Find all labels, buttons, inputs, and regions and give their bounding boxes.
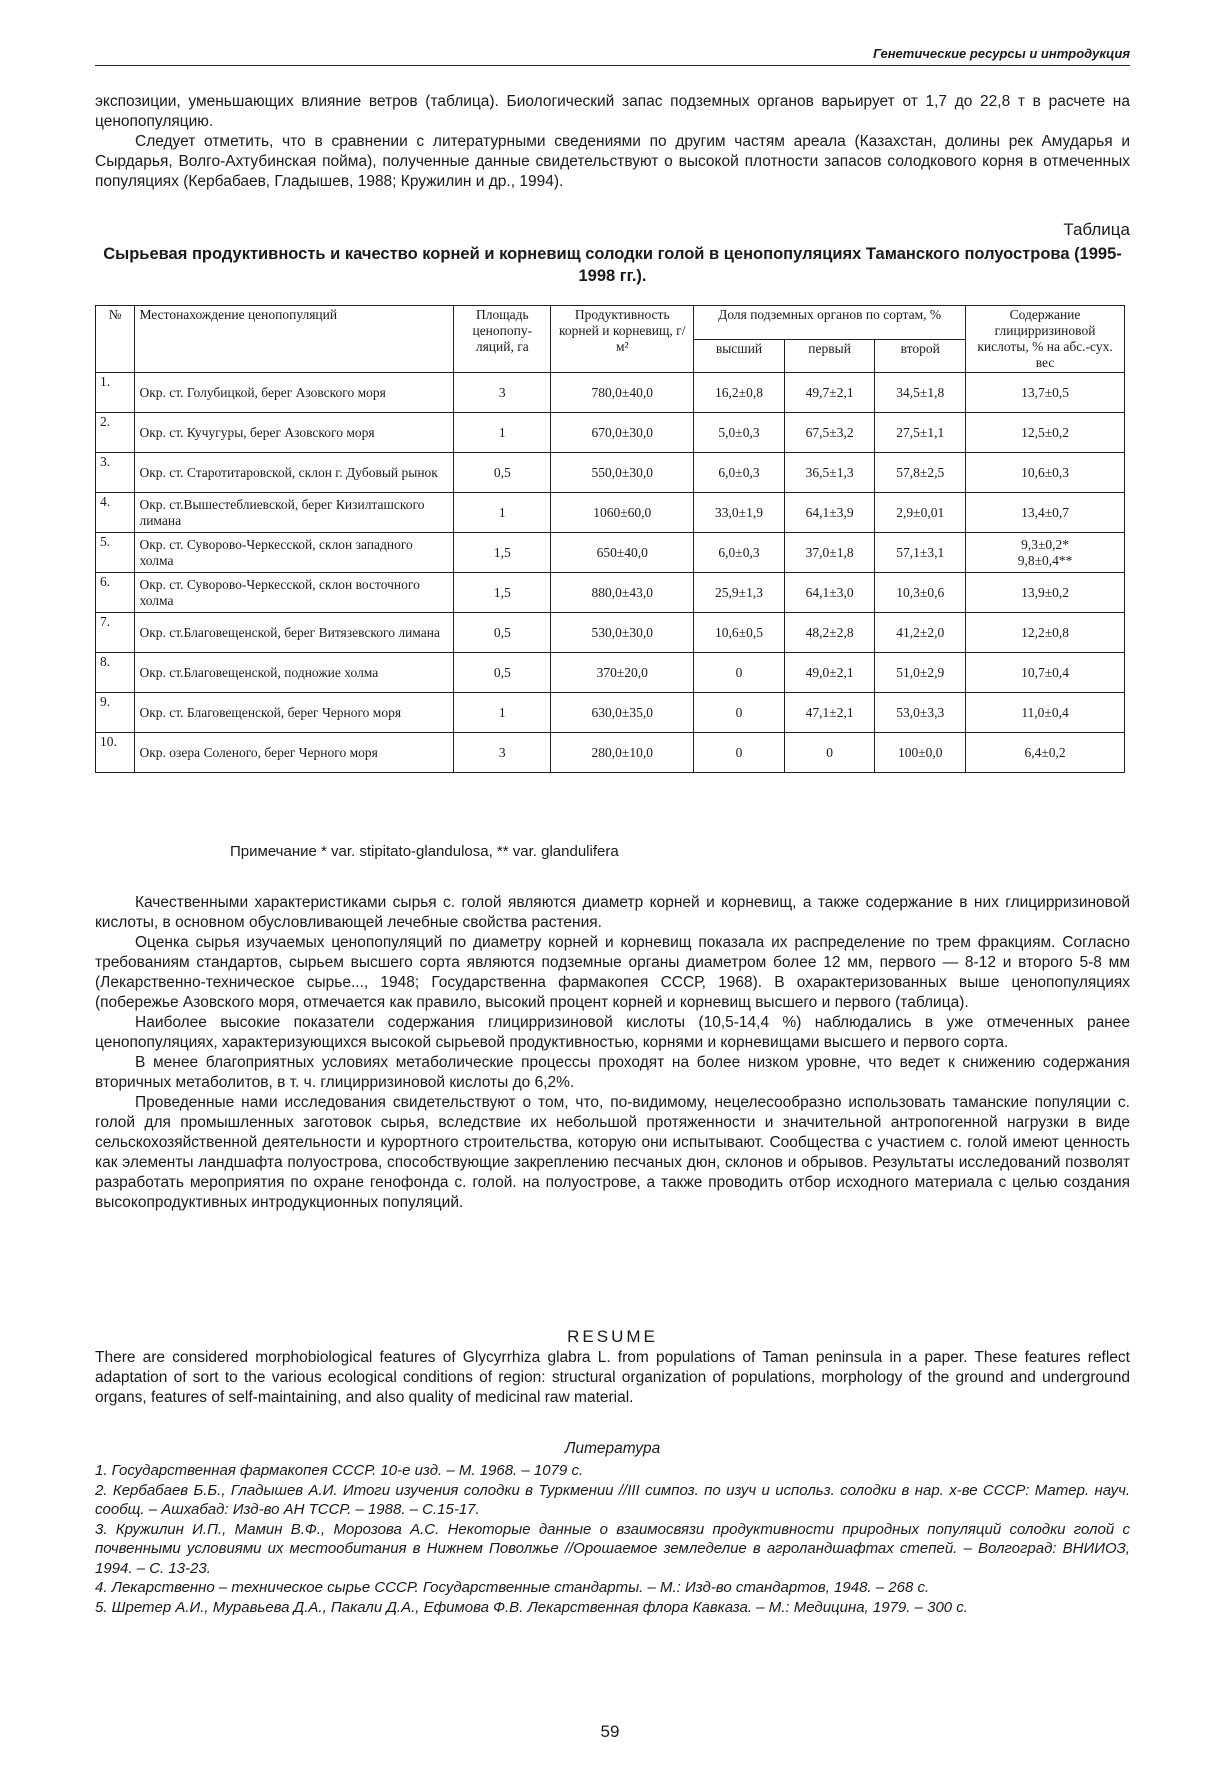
row-area: 1,5	[454, 573, 551, 613]
row-location: Окр. ст.Благовещенской, подножие холма	[135, 653, 454, 693]
row-share-second: 57,8±2,5	[875, 453, 966, 493]
header-glycyrrhizin: Содержание глицирризиновой кислоты, % на абс.-сух. вес	[966, 306, 1125, 373]
glyc-value-glandulifera: 9,8±0,4**	[1017, 552, 1073, 568]
row-share-top: 33,0±1,9	[694, 493, 785, 533]
row-glycyrrhizin: 12,5±0,2	[966, 413, 1125, 453]
reference-item: 1. Государственная фармакопея СССР. 10-е изд. – М. 1968. – 1079 с.	[95, 1462, 584, 1479]
table-note: Примечание * var. stipitato-glandulosa, ** var. glandulifera	[230, 843, 619, 860]
reference-item: 3. Кружилин И.П., Мамин В.Ф., Морозова А.С. Некоторые данные о взаимосвязи продуктивности природных популяций солодки голой с почвенными условиями их местообитания в Нижнем Поволжье //Орошаемое земледелие в агроландшафтах степей. – Волгоград: ВНИИОЗ, 1994. – С. 13-23.	[95, 1520, 1130, 1577]
table-row	[96, 653, 1125, 693]
row-productivity: 780,0±40,0	[551, 373, 694, 413]
row-num: 1.	[96, 373, 135, 413]
resume-title: RESUME	[567, 1327, 658, 1346]
row-share-second: 10,3±0,6	[875, 573, 966, 613]
row-location: Окр. озера Соленого, берег Черного моря	[135, 733, 454, 773]
row-area: 3	[454, 373, 551, 413]
row-productivity: 1060±60,0	[551, 493, 694, 533]
header-share: Доля подземных органов по сортам, %	[694, 306, 966, 340]
table-row	[96, 533, 1125, 573]
row-num: 4.	[96, 493, 135, 533]
body-paragraph: Оценка сырья изучаемых ценопопуляций по диаметру корней и корневищ показала их распределение по трем фракциям. Согласно требованиям стандартов, сырьем высшего сорта являются подземные органы диаметром более 12 мм, первого — 8-12 и второго 5-8 мм (Лекарственно-техническое сырье..., 1948; Государственна фармакопея СССР, 1968). В охарактеризованных выше ценопопуляциях (побережье Азовского моря, отмечается как правило, высокий процент корней и корневищ высшего и первого (таблица).	[95, 934, 1130, 1011]
row-share-second: 2,9±0,01	[875, 493, 966, 533]
row-num: 10.	[96, 733, 135, 773]
row-area: 1	[454, 693, 551, 733]
row-area: 0,5	[454, 453, 551, 493]
running-header: Генетические ресурсы и интродукция	[95, 46, 1130, 66]
header-num: №	[96, 306, 135, 373]
row-share-second: 100±0,0	[875, 733, 966, 773]
row-area: 3	[454, 733, 551, 773]
row-productivity: 370±20,0	[551, 653, 694, 693]
row-share-first: 64,1±3,9	[784, 493, 875, 533]
row-glycyrrhizin: 11,0±0,4	[966, 693, 1125, 733]
row-share-first: 47,1±2,1	[784, 693, 875, 733]
row-share-first: 48,2±2,8	[784, 613, 875, 653]
row-share-top: 6,0±0,3	[694, 533, 785, 573]
row-share-top: 0	[694, 693, 785, 733]
row-productivity: 670,0±30,0	[551, 413, 694, 453]
row-glycyrrhizin: 13,9±0,2	[966, 573, 1125, 613]
row-productivity: 550,0±30,0	[551, 453, 694, 493]
intro-paragraph: экспозиции, уменьшающих влияние ветров (таблица). Биологический запас подземных органов варьирует от 1,7 до 22,8 т в расчете на ценопопуляцию.	[95, 93, 1130, 130]
row-num: 7.	[96, 613, 135, 653]
row-num: 8.	[96, 653, 135, 693]
row-location: Окр. ст. Старотитаровской, склон г. Дубовый рынок	[135, 453, 454, 493]
resume-paragraph: There are considered morphobiological features of Glycyrrhiza glabra L. from populations of Taman peninsula in a paper. These features reflect adaptation of sort to the various ecological conditions of region: structural organization of populations, morphology of the ground and underground organs, features of self-maintaining, and also quality of medicinal raw material.	[95, 1349, 1130, 1406]
row-glycyrrhizin: 13,4±0,7	[966, 493, 1125, 533]
header-location: Местонахождение ценопопуляций	[135, 306, 454, 373]
header-area: Площадь ценопопу-ляций, га	[454, 306, 551, 373]
row-location: Окр. ст.Вышестеблиевской, берег Кизилташского лимана	[135, 493, 454, 533]
row-share-second: 41,2±2,0	[875, 613, 966, 653]
row-location: Окр. ст. Суворово-Черкесской, склон восточного холма	[135, 573, 454, 613]
table-row	[96, 453, 1125, 493]
row-productivity: 280,0±10,0	[551, 733, 694, 773]
row-productivity: 650±40,0	[551, 533, 694, 573]
row-glycyrrhizin: 13,7±0,5	[966, 373, 1125, 413]
row-share-top: 16,2±0,8	[694, 373, 785, 413]
row-area: 1,5	[454, 533, 551, 573]
row-glycyrrhizin: 12,2±0,8	[966, 613, 1125, 653]
row-share-second: 34,5±1,8	[875, 373, 966, 413]
table-row	[96, 613, 1125, 653]
row-productivity: 530,0±30,0	[551, 613, 694, 653]
body-text	[95, 893, 1130, 1213]
body-paragraph: Проведенные нами исследования свидетельствуют о том, что, по-видимому, нецелесообразно использовать таманские популяции с. голой для промышленных заготовок сырья, вследствие их небольшой протяженности и значительной антропогенной нагрузки в виде сельскохозяйственной деятельности и курортного строительства, которую они испытывают. Сообщества с участием с. голой имеют ценность как элементы ландшафта полуострова, способствующие закреплению песчаных дюн, склонов и обрывов. Результаты исследований позволят разработать мероприятия по охране генофонда с. голой. на полуострове, а также проводить отбор исходного материала с целью создания высокопродуктивных интродукционных популяций.	[95, 1094, 1130, 1211]
table-row	[96, 693, 1125, 733]
row-share-second: 57,1±3,1	[875, 533, 966, 573]
body-paragraph: Наиболее высокие показатели содержания глицирризиновой кислоты (10,5-14,4 %) наблюдались в уже отмеченных ранее ценопопуляциях, характеризующихся высокой сырьевой продуктивностью, корнями и корневищами высшего и первого сорта.	[95, 1014, 1130, 1051]
row-productivity: 630,0±35,0	[551, 693, 694, 733]
row-share-top: 25,9±1,3	[694, 573, 785, 613]
row-area: 0,5	[454, 613, 551, 653]
resume-text	[95, 1348, 1130, 1408]
table-row	[96, 733, 1125, 773]
row-num: 2.	[96, 413, 135, 453]
row-location: Окр. ст. Суворово-Черкесской, склон западного холма	[135, 533, 454, 573]
row-share-top: 0	[694, 733, 785, 773]
page-number: 59	[600, 1722, 620, 1741]
row-share-second: 53,0±3,3	[875, 693, 966, 733]
table-row	[96, 373, 1125, 413]
references-list	[95, 1461, 1130, 1617]
table-row	[96, 413, 1125, 453]
table-label: Таблица	[1063, 220, 1130, 239]
row-num: 9.	[96, 693, 135, 733]
glyc-value-stipitato: 9,3±0,2*	[1021, 536, 1069, 552]
row-location: Окр. ст. Голубицкой, берег Азовского моря	[135, 373, 454, 413]
row-share-second: 51,0±2,9	[875, 653, 966, 693]
header-share-top: высший	[694, 339, 785, 373]
productivity-table	[95, 305, 1125, 773]
header-share-second: второй	[875, 339, 966, 373]
table-row	[96, 573, 1125, 613]
row-productivity: 880,0±43,0	[551, 573, 694, 613]
row-location: Окр. ст. Благовещенской, берег Черного моря	[135, 693, 454, 733]
row-share-first: 49,7±2,1	[784, 373, 875, 413]
row-share-top: 5,0±0,3	[694, 413, 785, 453]
row-area: 0,5	[454, 653, 551, 693]
row-location: Окр. ст. Кучугуры, берег Азовского моря	[135, 413, 454, 453]
row-share-top: 0	[694, 653, 785, 693]
row-share-top: 6,0±0,3	[694, 453, 785, 493]
reference-item: 5. Шретер А.И., Муравьева Д.А., Пакали Д.А., Ефимова Ф.В. Лекарственная флора Кавказа. – М.: Медицина, 1979. – 300 с.	[95, 1598, 968, 1616]
row-glycyrrhizin: 6,4±0,2	[966, 733, 1125, 773]
row-location: Окр. ст.Благовещенской, берег Витязевского лимана	[135, 613, 454, 653]
intro-text	[95, 92, 1130, 192]
references-title: Литература	[564, 1440, 661, 1457]
reference-item: 2. Кербабаев Б.Б., Гладышев А.И. Итоги изучения солодки в Туркмении //III симпоз. по изуч и использ. солодки в нар. х-ве СССР: Матер. науч. сообщ. – Ашхабад: Изд-во АН ТССР. – 1988. – С.15-17.	[95, 1481, 1130, 1518]
row-area: 1	[454, 493, 551, 533]
header-productivity: Продуктивность корней и корневищ, г/м²	[551, 306, 694, 373]
row-num: 3.	[96, 453, 135, 493]
row-share-top: 10,6±0,5	[694, 613, 785, 653]
row-share-first: 36,5±1,3	[784, 453, 875, 493]
table-title: Сырьевая продуктивность и качество корней и корневищ солодки голой в ценопопуляциях Таманского полуострова (1995-1998 гг.).	[103, 245, 1122, 285]
body-paragraph: В менее благоприятных условиях метаболические процессы проходят на более низком уровне, что ведет к снижению содержания вторичных метаболитов, в т. ч. глицирризиновой кислоты до 6,2%.	[95, 1054, 1130, 1091]
reference-item: 4. Лекарственно – техническое сырье СССР. Государственные стандарты. – М.: Изд-во стандартов, 1948. – 268 с.	[95, 1579, 930, 1596]
row-glycyrrhizin	[966, 533, 1125, 573]
row-num: 6.	[96, 573, 135, 613]
row-glycyrrhizin: 10,6±0,3	[966, 453, 1125, 493]
row-glycyrrhizin: 10,7±0,4	[966, 653, 1125, 693]
header-share-first: первый	[784, 339, 875, 373]
table-row	[96, 493, 1125, 533]
row-share-first: 64,1±3,0	[784, 573, 875, 613]
row-num: 5.	[96, 533, 135, 573]
row-share-first: 37,0±1,8	[784, 533, 875, 573]
row-share-second: 27,5±1,1	[875, 413, 966, 453]
row-share-first: 67,5±3,2	[784, 413, 875, 453]
body-paragraph: Качественными характеристиками сырья с. голой являются диаметр корней и корневищ, а также содержание в них глицирризиновой кислоты, в основном обусловливающей лечебные свойства растения.	[95, 894, 1130, 931]
row-share-first: 49,0±2,1	[784, 653, 875, 693]
row-share-first: 0	[784, 733, 875, 773]
row-area: 1	[454, 413, 551, 453]
intro-paragraph: Следует отметить, что в сравнении с литературными сведениями по другим частям ареала (Казахстан, долины рек Амударья и Сырдарья, Волго-Ахтубинская пойма), полученные данные свидетельствуют о высокой плотности запасов солодкового корня в отмеченных популяциях (Кербабаев, Гладышев, 1988; Кружилин и др., 1994).	[95, 133, 1130, 190]
